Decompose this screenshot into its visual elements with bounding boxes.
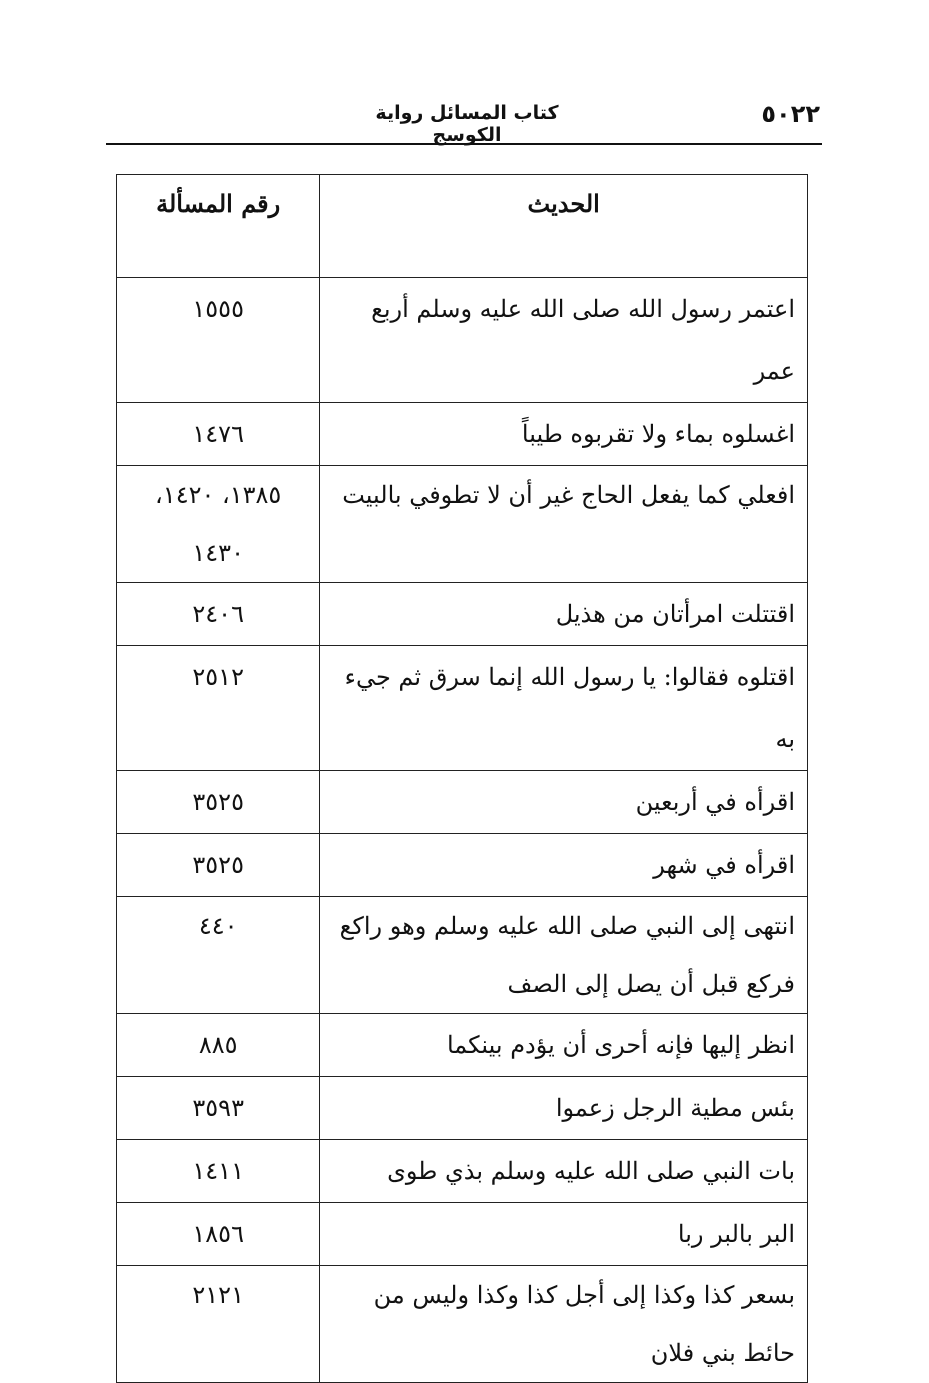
hadith-cell [320, 1014, 808, 1077]
hadith-cell [320, 834, 808, 897]
hadith-text-line: بسعر كذا وكذا إلى أجل كذا وكذا وليس من [373, 1281, 795, 1309]
hadith-text-line: اقرأه في أربعين [635, 788, 795, 816]
issue-number-cell [117, 403, 320, 466]
issue-number-column-header: رقم المسألة [117, 175, 320, 278]
table-row [117, 646, 808, 771]
table-row [117, 278, 808, 403]
page-number: ٥٠٢٢ [761, 100, 820, 128]
issue-number-line: ١٤٣٠ [192, 539, 244, 567]
table-row [117, 466, 808, 583]
hadith-cell [320, 646, 808, 771]
table-row [117, 1077, 808, 1140]
issue-number-line: ١٣٨٥، ١٤٢٠، [155, 481, 282, 509]
hadith-cell [320, 403, 808, 466]
issue-number-line: ٤٤٠ [198, 912, 238, 940]
table-row [117, 771, 808, 834]
hadith-text-line: اغسلوه بماء ولا تقربوه طيباً [521, 420, 795, 448]
hadith-text-line: اعتمر رسول الله صلى الله عليه وسلم أربع عمر [371, 295, 795, 385]
hadith-cell [320, 466, 808, 583]
hadith-text-line: حائط بني فلان [650, 1339, 795, 1367]
table-row [117, 403, 808, 466]
issue-number-cell [117, 1140, 320, 1203]
issue-number-cell [117, 1077, 320, 1140]
hadith-text-line: افعلي كما يفعل الحاج غير أن لا تطوفي بالبيت [342, 481, 795, 509]
issue-number-line: ٨٨٥ [198, 1031, 238, 1059]
issue-number-cell [117, 834, 320, 897]
hadith-cell [320, 1140, 808, 1203]
issue-number-line: ١٤١١ [192, 1157, 244, 1185]
hadith-text-line: اقرأه في شهر [653, 851, 795, 879]
issue-number-cell [117, 1014, 320, 1077]
table-body [117, 278, 808, 1383]
hadith-text-line: فركع قبل أن يصل إلى الصف [507, 970, 795, 998]
issue-number-cell [117, 583, 320, 646]
table-row [117, 1014, 808, 1077]
hadith-text-line: بات النبي صلى الله عليه وسلم بذي طوى [387, 1157, 795, 1185]
hadith-text-line: اقتلوه فقالوا: يا رسول الله إنما سرق ثم جيء به [344, 663, 795, 753]
issue-number-line: ١٤٧٦ [192, 420, 244, 448]
table-row [117, 583, 808, 646]
book-title: كتاب المسائل رواية الكوسج [375, 102, 559, 146]
issue-number-line: ٢١٢١ [192, 1281, 244, 1309]
table-row [117, 1140, 808, 1203]
issue-number-line: ٢٤٠٦ [192, 600, 244, 628]
issue-number-line: ٣٥٢٥ [192, 788, 244, 816]
hadith-column-header: الحديث [320, 175, 808, 278]
hadith-cell [320, 897, 808, 1014]
hadith-cell [320, 1266, 808, 1383]
issue-number-line: ١٥٥٥ [192, 295, 244, 323]
hadith-cell [320, 583, 808, 646]
issue-number-cell [117, 646, 320, 771]
hadith-index-table [116, 174, 808, 1383]
hadith-text-line: اقتتلت امرأتان من هذيل [555, 600, 795, 628]
issue-number-line: ٢٥١٢ [192, 663, 244, 691]
hadith-text-line: انتهى إلى النبي صلى الله عليه وسلم وهو راكع [339, 912, 795, 940]
hadith-text-line: بئس مطية الرجل زعموا [555, 1094, 795, 1122]
table-row [117, 1203, 808, 1266]
page-header [106, 98, 822, 146]
hadith-text-line: البر بالبر ربا [677, 1220, 795, 1248]
issue-number-cell [117, 466, 320, 583]
issue-number-cell [117, 1203, 320, 1266]
issue-number-cell [117, 897, 320, 1014]
issue-number-cell [117, 1266, 320, 1383]
issue-number-cell [117, 278, 320, 403]
table-row [117, 834, 808, 897]
table-header-row [117, 175, 808, 278]
issue-number-line: ٣٥٩٣ [192, 1094, 244, 1122]
issue-number-cell [117, 771, 320, 834]
header-rule [106, 143, 822, 145]
hadith-cell [320, 1203, 808, 1266]
issue-number-line: ١٨٥٦ [192, 1220, 244, 1248]
hadith-cell [320, 278, 808, 403]
hadith-cell [320, 1077, 808, 1140]
table-row [117, 1266, 808, 1383]
issue-number-line: ٣٥٢٥ [192, 851, 244, 879]
hadith-text-line: انظر إليها فإنه أحرى أن يؤدم بينكما [446, 1031, 795, 1059]
table-row [117, 897, 808, 1014]
hadith-cell [320, 771, 808, 834]
